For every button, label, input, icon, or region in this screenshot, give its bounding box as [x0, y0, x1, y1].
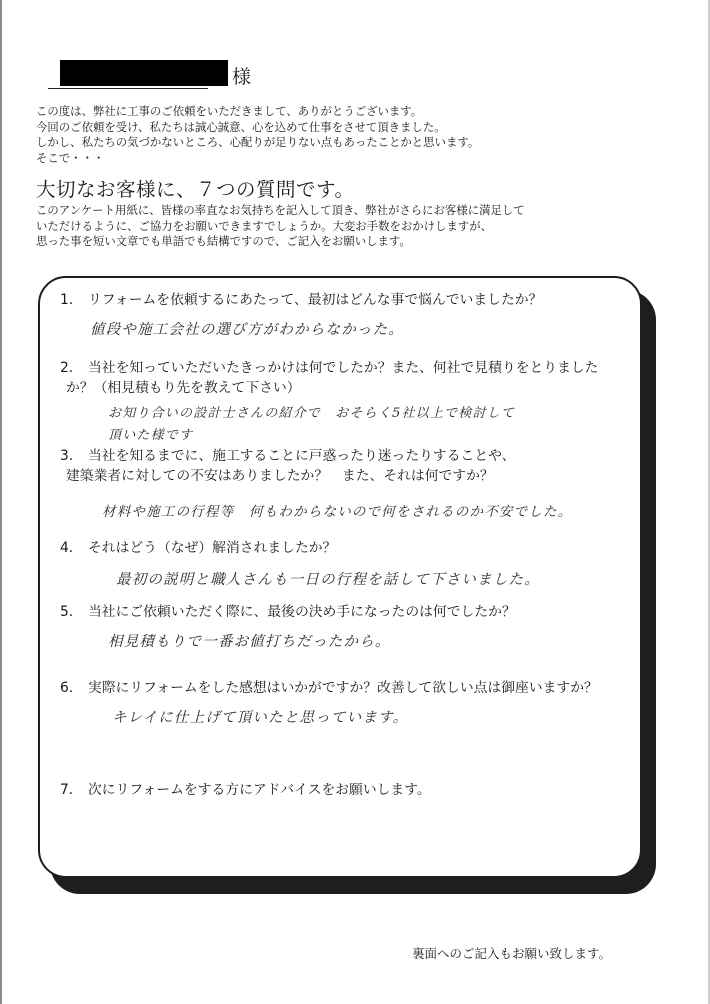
question-number: 7.	[60, 782, 74, 798]
question-number: 2.	[60, 360, 74, 376]
question-text: 次にリフォームをする方にアドバイスをお願いします。	[88, 782, 431, 798]
question-text-cont: か？（相見積もり先を教えて下さい）	[66, 380, 301, 396]
redacted-name	[60, 60, 228, 86]
question-number: 6.	[60, 680, 74, 696]
question-text: それはどう（なぜ）解消されましたか？	[88, 540, 337, 556]
handwritten-answer-2-cont: 頂いた様です	[108, 428, 194, 443]
question-6	[60, 678, 598, 698]
intro-line: そこで・・・	[36, 150, 105, 165]
question-number: 4.	[60, 540, 74, 556]
question-text: 当社にご依頼いただく際に、最後の決め手になったのは何でしたか？	[88, 604, 516, 620]
intro-paragraph	[36, 104, 656, 166]
question-4	[60, 538, 336, 558]
instructions-paragraph	[36, 203, 656, 250]
question-1	[60, 290, 542, 310]
recipient-line	[48, 60, 252, 89]
question-number: 3.	[60, 448, 74, 464]
question-text: リフォームを依頼するにあたって、最初はどんな事で悩んでいましたか？	[88, 292, 543, 308]
handwritten-answer-3: 材料や施工の行程等 何もわからないので何をされるのか不安でした。	[102, 504, 573, 520]
handwritten-answer-2: お知り合いの設計士さんの紹介で おそらく5社以上で検討して	[108, 406, 516, 421]
intro-line: この度は、弊社に工事のご依頼をいただきまして、ありがとうございます。	[36, 104, 423, 118]
handwritten-answer-1: 値段や施工会社の選び方がわからなかった。	[90, 322, 404, 338]
survey-headline: 大切なお客様に、７つの質問です。	[36, 178, 355, 201]
question-number: 1.	[60, 292, 74, 308]
question-number: 5.	[60, 604, 74, 620]
question-box	[38, 276, 642, 878]
question-2	[60, 358, 598, 398]
question-3	[60, 446, 515, 486]
scan-left-edge	[0, 0, 2, 1004]
question-text-cont: 建築業者に対しての不安はありましたか？ また、それは何ですか？	[66, 468, 494, 484]
question-text: 実際にリフォームをした感想はいかがですか？改善して欲しい点は御座いますか？	[88, 680, 598, 696]
recipient-honorific: 様	[232, 66, 252, 88]
intro-line: しかし、私たちの気づかないところ、心配りが足りない点もあったことかと思います。	[36, 135, 480, 149]
question-5	[60, 602, 516, 622]
question-text: 当社を知っていただいたきっかけは何でしたか？また、何社で見積りをとりました	[88, 360, 599, 376]
intro-line: 今回のご依頼を受け、私たちは誠心誠意、心を込めて仕事をさせて頂きました。	[36, 119, 446, 134]
footer-note: 裏面へのご記入もお願い致します。	[412, 946, 612, 961]
question-text: 当社を知るまでに、施工することに戸惑ったり迷ったりすることや、	[88, 448, 516, 464]
instructions-line: 思った事を短い文章でも単語でも結構ですので、ご記入をお願いします。	[36, 234, 411, 248]
handwritten-answer-6: キレイに仕上げて頂いたと思っています。	[112, 710, 409, 726]
instructions-line: いただけるように、ご協力をお願いできますでしょうか。大変お手数をおかけしますが、	[36, 218, 492, 233]
handwritten-answer-4: 最初の説明と職人さんも一日の行程を話して下さいました。	[116, 572, 540, 588]
question-7	[60, 780, 431, 800]
instructions-line: このアンケート用紙に、皆様の率直なお気持ちを記入して頂き、弊社がさらにお客様に満足して	[36, 203, 525, 217]
handwritten-answer-5: 相見積もりで一番お値打ちだったから。	[108, 634, 391, 650]
